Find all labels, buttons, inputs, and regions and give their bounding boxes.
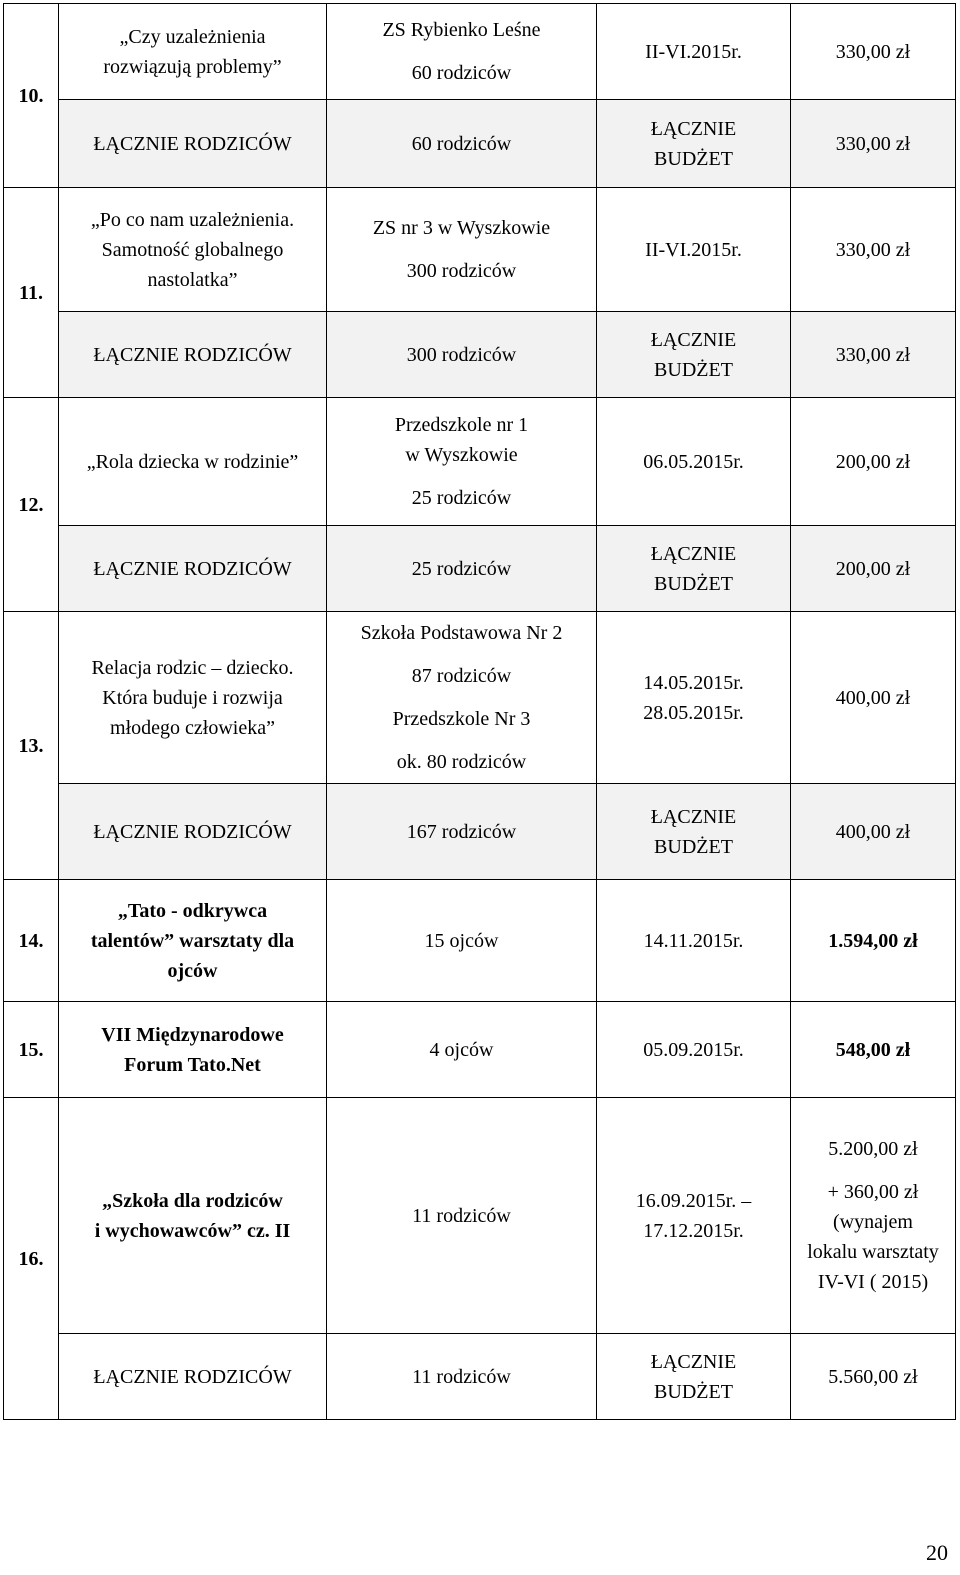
total-parents-value: 300 rodziców xyxy=(327,312,597,398)
program-table xyxy=(3,3,956,1420)
row-number: 15. xyxy=(4,1002,59,1098)
summary-row xyxy=(4,100,956,188)
summary-row xyxy=(4,526,956,612)
table-row xyxy=(4,612,956,784)
page-number: 20 xyxy=(926,1540,948,1565)
venue-cell: Przedszkole nr 1 w Wyszkowie 25 rodziców xyxy=(327,398,597,526)
total-parents-value: 25 rodziców xyxy=(327,526,597,612)
cost-cell: 1.594,00 zł xyxy=(791,880,956,1002)
row-number: 10. xyxy=(4,4,59,188)
row-number: 16. xyxy=(4,1098,59,1420)
date-cell: 05.09.2015r. xyxy=(597,1002,791,1098)
total-budget-value: 5.560,00 zł xyxy=(791,1334,956,1420)
total-budget-value: 330,00 zł xyxy=(791,100,956,188)
total-budget-label: ŁĄCZNIE BUDŻET xyxy=(597,526,791,612)
program-title: „Rola dziecka w rodzinie” xyxy=(59,398,327,526)
row-number: 13. xyxy=(4,612,59,880)
venue-cell: Szkoła Podstawowa Nr 2 87 rodziców Przedszkole Nr 3 ok. 80 rodziców xyxy=(327,612,597,784)
cost-cell: 330,00 zł xyxy=(791,4,956,100)
total-budget-label: ŁĄCZNIE BUDŻET xyxy=(597,312,791,398)
date-cell: 16.09.2015r. – 17.12.2015r. xyxy=(597,1098,791,1334)
date-cell: 14.05.2015r. 28.05.2015r. xyxy=(597,612,791,784)
total-parents-value: 167 rodziców xyxy=(327,784,597,880)
total-parents-label: ŁĄCZNIE RODZICÓW xyxy=(59,784,327,880)
cost-cell: 548,00 zł xyxy=(791,1002,956,1098)
program-title: „Czy uzależnienia rozwiązują problemy” xyxy=(59,4,327,100)
program-title: Relacja rodzic – dziecko. Która buduje i rozwija młodego człowieka” xyxy=(59,612,327,784)
program-title: „Szkoła dla rodziców i wychowawców” cz. II xyxy=(59,1098,327,1334)
total-budget-label: ŁĄCZNIE BUDŻET xyxy=(597,100,791,188)
summary-row xyxy=(4,312,956,398)
row-number: 14. xyxy=(4,880,59,1002)
date-cell: 14.11.2015r. xyxy=(597,880,791,1002)
row-number: 11. xyxy=(4,188,59,398)
cost-cell: 400,00 zł xyxy=(791,612,956,784)
venue-cell: ZS nr 3 w Wyszkowie 300 rodziców xyxy=(327,188,597,312)
venue-cell: 4 ojców xyxy=(327,1002,597,1098)
cost-cell: 200,00 zł xyxy=(791,398,956,526)
table-row xyxy=(4,1098,956,1334)
venue-cell: 11 rodziców xyxy=(327,1098,597,1334)
venue-cell: ZS Rybienko Leśne 60 rodziców xyxy=(327,4,597,100)
table-row xyxy=(4,398,956,526)
cost-cell: 5.200,00 zł + 360,00 zł (wynajem lokalu warsztaty IV-VI ( 2015) xyxy=(791,1098,956,1334)
total-budget-value: 400,00 zł xyxy=(791,784,956,880)
total-budget-label: ŁĄCZNIE BUDŻET xyxy=(597,1334,791,1420)
program-title: VII Międzynarodowe Forum Tato.Net xyxy=(59,1002,327,1098)
total-parents-label: ŁĄCZNIE RODZICÓW xyxy=(59,312,327,398)
total-parents-value: 11 rodziców xyxy=(327,1334,597,1420)
total-parents-label: ŁĄCZNIE RODZICÓW xyxy=(59,526,327,612)
total-parents-label: ŁĄCZNIE RODZICÓW xyxy=(59,100,327,188)
program-title: „Po co nam uzależnienia. Samotność globalnego nastolatka” xyxy=(59,188,327,312)
venue-cell: 15 ojców xyxy=(327,880,597,1002)
summary-row xyxy=(4,784,956,880)
total-budget-value: 330,00 zł xyxy=(791,312,956,398)
total-budget-label: ŁĄCZNIE BUDŻET xyxy=(597,784,791,880)
total-budget-value: 200,00 zł xyxy=(791,526,956,612)
cost-cell: 330,00 zł xyxy=(791,188,956,312)
table-row xyxy=(4,4,956,100)
table-row xyxy=(4,880,956,1002)
total-parents-label: ŁĄCZNIE RODZICÓW xyxy=(59,1334,327,1420)
total-parents-value: 60 rodziców xyxy=(327,100,597,188)
date-cell: II-VI.2015r. xyxy=(597,188,791,312)
program-title: „Tato - odkrywca talentów” warsztaty dla ojców xyxy=(59,880,327,1002)
date-cell: II-VI.2015r. xyxy=(597,4,791,100)
table-row xyxy=(4,1002,956,1098)
table-row xyxy=(4,188,956,312)
date-cell: 06.05.2015r. xyxy=(597,398,791,526)
row-number: 12. xyxy=(4,398,59,612)
summary-row xyxy=(4,1334,956,1420)
